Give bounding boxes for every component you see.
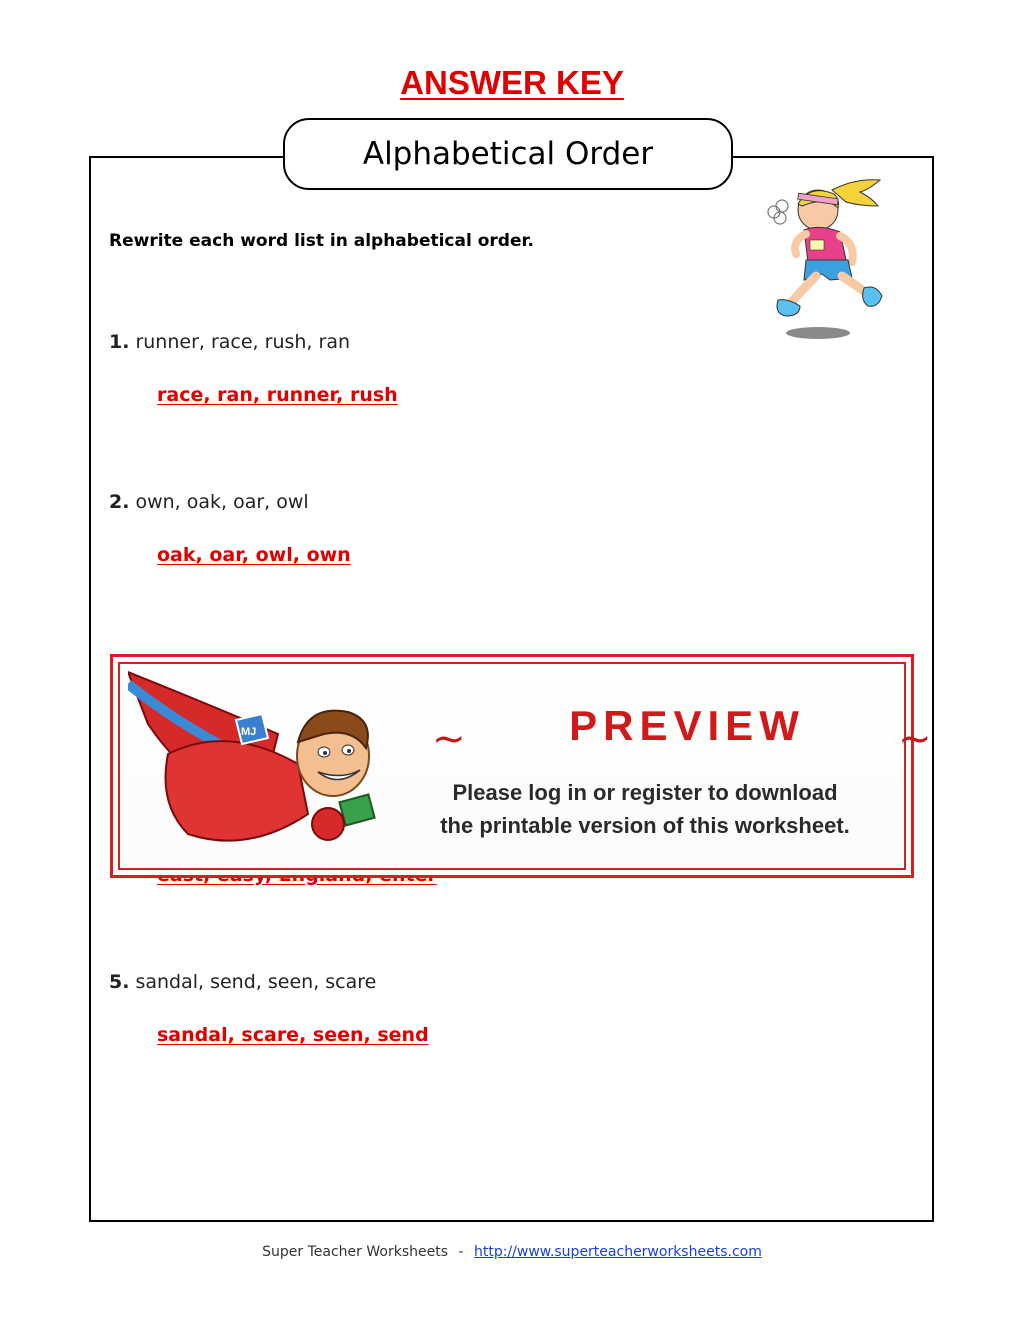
- runner-girl-image: [760, 170, 890, 345]
- preview-title: PREVIEW: [569, 702, 805, 749]
- answer-5: sandal, scare, seen, send: [157, 1024, 429, 1046]
- footer: Super Teacher Worksheets - http://www.superteacherworksheets.com: [262, 1244, 762, 1260]
- answer-key-heading: ANSWER KEY: [400, 64, 624, 101]
- question-2: 2. own, oak, oar, owl: [109, 491, 309, 513]
- question-5: 5. sandal, send, seen, scare: [109, 971, 377, 993]
- answer-1: race, ran, runner, rush: [157, 384, 398, 406]
- worksheet-title: Alphabetical Order: [283, 118, 733, 190]
- badge-text: MJ: [241, 726, 257, 738]
- swoosh-left-icon: ~: [432, 716, 466, 762]
- instructions: Rewrite each word list in alphabetical order.: [109, 231, 534, 251]
- preview-banner[interactable]: [110, 654, 932, 878]
- question-1: 1. runner, race, rush, ran: [109, 331, 351, 353]
- preview-message: Please log in or register to download the printable version of this worksheet.: [440, 780, 850, 838]
- superhero-mascot-icon: [128, 664, 388, 878]
- answer-2: oak, oar, owl, own: [157, 544, 351, 566]
- preview-banner-inner: [118, 662, 932, 870]
- swoosh-right-icon: ~: [898, 716, 932, 762]
- footer-link[interactable]: http://www.superteacherworksheets.com: [473, 1244, 762, 1260]
